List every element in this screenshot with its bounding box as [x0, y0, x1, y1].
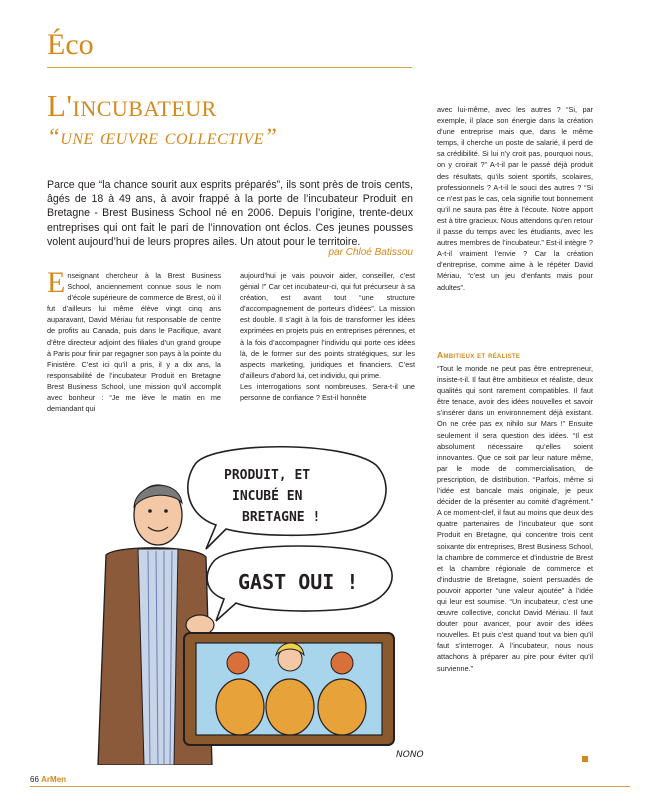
man-eye-right: [164, 509, 168, 513]
bubble-middle-text: GAST OUI !: [238, 570, 359, 594]
byline: par Chloé Batissou: [328, 247, 413, 258]
body-column-3-bottom: “Tout le monde ne peut pas être entrepreneur, insiste-t-il. Il faut être ambitieux et réaliste, deux qualités qui sont rarement compatibles. Il faut être tenace, avoir des idées nouvelles et savoir s’insérer dans un environnement déjà existant. On ne crée pas ex nihilo sur Mars !” Ensuite seulement il sera question des idées. “Il est absolument nécessaire qu’elles soient innovantes. Que ce soit par leur nature même, par le mode de commercialisation, de prescription, de distribution. “Parfois, même si l’idée est bancale mais originale, je peux décider de la présenter au comité d’agrément.” A ce moment-clef, il faut au moins que deux des quatre partenaires de l’incubateur que sont Produit en Bretagne, qui concentre trois cent soixante dix entreprises, Brest Business School, la chambre de commerce et d’industrie de Brest et la chambre régionale de commerce et d’industrie de Bretagne, soient persuadés de pouvoir apporter “une valeur ajoutée” à l’idée qui leur est soumise. “Un incubateur, c’est une œuvre collective, conclut David Mériau. Il faut douter pour avancer, pour avoir des idées nouvelles. Et puis c’est quand tout va bien qu’il faut s’interroger. A l’incubateur, nous nous attachons à préparer au pire pour éviter qu’il survienne.”: [437, 364, 593, 673]
article-lead: Parce que “la chance sourit aux esprits préparés”, ils sont près de trois cents, âgés de 18 à 49 ans, à avoir frappé à la porte de l’incubateur Produit en Bretagne - Brest Business School né en 2006. Depuis l’origine, trente-deux entreprises qui ont fait le pari de l’innovation ont éclos. Ces jeunes pousses volent aujourd’hui de leurs propres ailes. Un atout pour le territoire.: [47, 179, 413, 248]
egg-right: [318, 679, 366, 735]
bubble-top-line-1: PRODUIT, ET: [224, 468, 311, 483]
body-column-3-top: avec lui-même, avec les autres ? “Si, par exemple, il place son énergie dans la création d’une entreprise mais que, dans le même temps, il cherche un poste de salarié, il perd de sa crédibilité. Si lui n’y croit pas, pourquoi nous, on y croirait ?” A-t-il par le passé déjà produit des résultats, qu’ils soient sportifs, scolaires, professionnels ? A-t-il le souci des autres ? “Si ce n’est pas le cas, cela signifie tout bonnement qu’il ne saura pas être à l’écoute. Notre apport est à titre gracieux. Nous attendons qu’en retour il passe du temps avec les étudiants, avec les autres membres de l’incubateur.” Est-il intègre ? A-t-il vraiment l’envie ? Car la création d’entreprise, comme aime à le répéter David Mériau, “c’est un jeu d’enfants mais pour adultes”.: [437, 105, 593, 292]
section-label: Éco: [47, 28, 94, 61]
article-subtitle: “une œuvre collective”: [47, 124, 278, 149]
cartoon-illustration: [46, 445, 432, 765]
body-column-1-text: nseignant chercheur à la Brest Business School, anciennement connue sous le nom d’école supérieure de commerce de Brest, où il fut d’ailleurs lui même élève vingt cinq ans auparavant, David Mériau fut responsable de centre de profits au Canada, puis dans le Pacifique, avant d’être directeur adjoint des filiales d’un grand groupe à Paris pour finir par regagner son pays à la pointe du Finistère. C’est ici qu’il a pris, il y a dix ans, la responsabilité de l’incubateur Produit en Bretagne Brest Business School, une mission qu’il accomplit avec bonheur : “Je me lève le matin en me demandant qui: [47, 271, 221, 414]
man-eye-left: [148, 509, 152, 513]
section-rule: [47, 67, 412, 68]
bubble-top-line-2: INCUBÉ EN: [232, 489, 303, 504]
chick-head-left: [227, 652, 249, 674]
folio: [30, 775, 66, 784]
egg-middle: [266, 679, 314, 735]
end-mark: [582, 756, 588, 762]
article-title: L'incubateur: [47, 88, 217, 123]
footer-rule: [30, 786, 630, 787]
cartoon-signature: NONO: [396, 750, 424, 760]
body-column-2: aujourd’hui je vais pouvoir aider, conseiller, c’est génial !” Car cet incubateur-ci, qui fut précurseur à sa création, est avant tout “une structure d’accompagnement de porteurs d’idées”. La mission est double. Il s’agit à la fois de transformer les idées exprimées en projets puis en entreprises pérennes, et à la fois d’accompagner l’individu qui porte ces idées là, de le former sur des points stratégiques, sur les aspects marketing, juridiques et financiers. C’est d’ailleurs d’abord lui, cet individu, qui prime. Les interrogations sont nombreuses. Sera-t-il une personne de confiance ? Est-il honnête: [240, 271, 415, 403]
page-number: 66: [30, 775, 39, 784]
body-column-1: [47, 270, 221, 445]
bubble-top-line-3: BRETAGNE !: [242, 510, 321, 525]
drop-cap: E: [47, 270, 66, 299]
chick-head-right: [331, 652, 353, 674]
magazine-name: ArMen: [41, 775, 67, 784]
egg-left: [216, 679, 264, 735]
subheading: Ambitieux et réaliste: [437, 350, 521, 360]
